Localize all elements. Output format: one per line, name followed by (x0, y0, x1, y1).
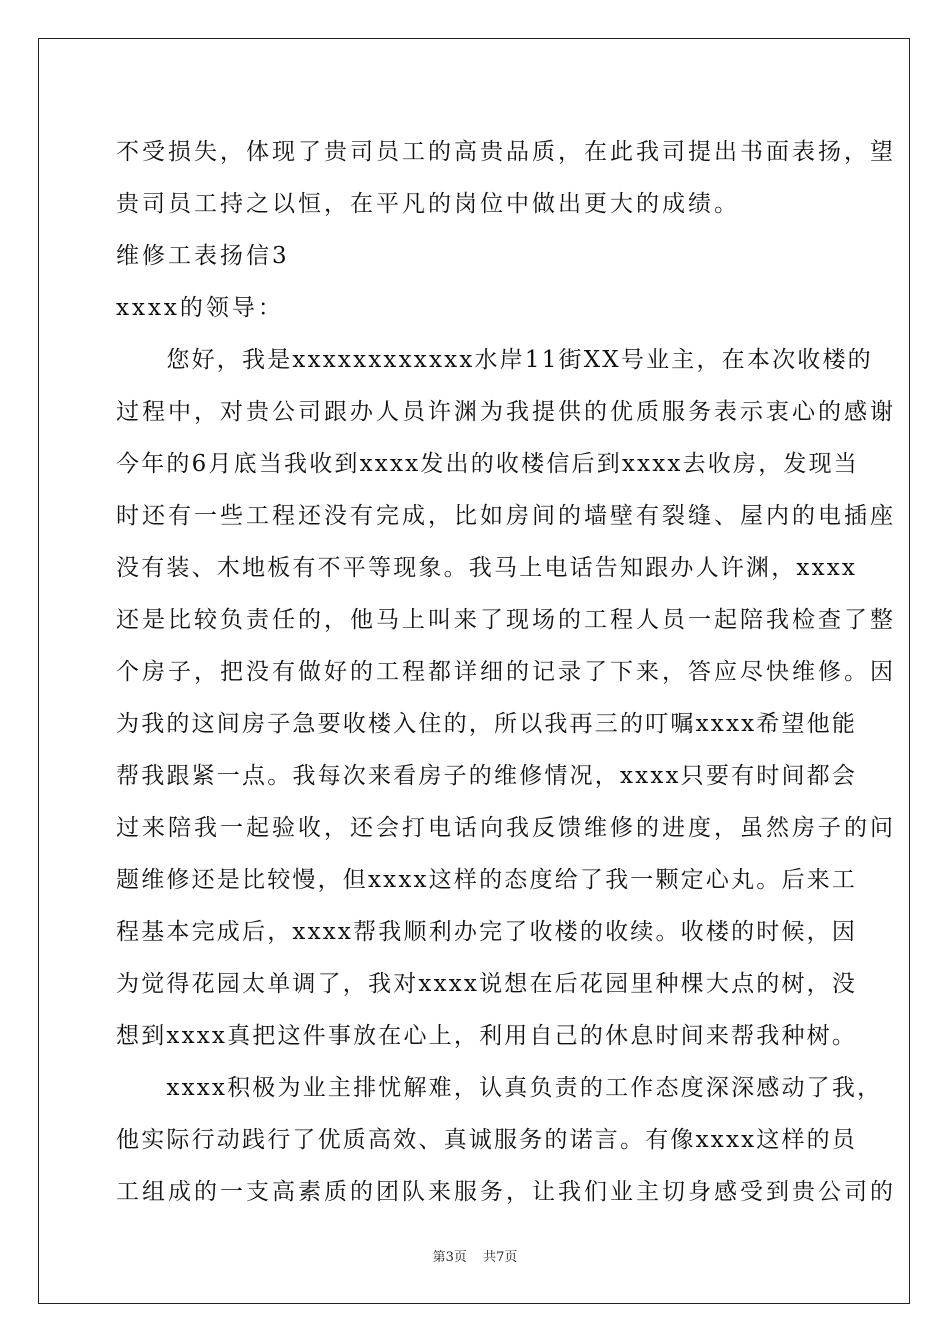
text-line: 还是比较负责任的，他马上叫来了现场的工程人员一起陪我检查了整 (116, 607, 896, 633)
text-line: 工组成的一支高素质的团队来服务，让我们业主切身感受到贵公司的 (116, 1179, 896, 1205)
salutation: xxxx的领导： (116, 295, 284, 321)
text-line: 贵司员工持之以恒，在平凡的岗位中做出更大的成绩。 (116, 191, 740, 217)
text-line: 题维修还是比较慢，但xxxx这样的态度给了我一颗定心丸。后来工 (116, 867, 858, 893)
text-line: 为觉得花园太单调了，我对xxxx说想在后花园里种棵大点的树，没 (116, 971, 858, 997)
text-line: xxxx积极为业主排忧解难，认真负责的工作态度深深感动了我， (116, 1075, 883, 1101)
text-line: 他实际行动践行了优质高效、真诚服务的诺言。有像xxxx这样的员 (116, 1127, 858, 1153)
text-line: 今年的6月底当我收到xxxx发出的收楼信后到xxxx去收房，发现当 (116, 451, 860, 477)
page-number: 第3页 (432, 1250, 467, 1265)
page-footer (0, 1246, 950, 1265)
document-body (116, 126, 896, 1218)
text-line: 时还有一些工程还没有完成，比如房间的墙壁有裂缝、屋内的电插座 (116, 503, 896, 529)
text-line: 没有装、木地板有不平等现象。我马上电话告知跟办人许渊，xxxx (116, 555, 858, 581)
text-line: 过程中，对贵公司跟办人员许渊为我提供的优质服务表示衷心的感谢 (116, 399, 896, 425)
text-line: 为我的这间房子急要收楼入住的，所以我再三的叮嘱xxxx希望他能 (116, 711, 858, 737)
text-line: 个房子，把没有做好的工程都详细的记录了下来，答应尽快维修。因 (116, 659, 896, 685)
text-line: 不受损失，体现了贵司员工的高贵品质，在此我司提出书面表扬，望 (116, 139, 896, 165)
text-line: 想到xxxx真把这件事放在心上，利用自己的休息时间来帮我种树。 (116, 1023, 858, 1049)
page-total: 共7页 (483, 1250, 518, 1265)
text-line: 您好，我是xxxxxxxxxxxx水岸11街XX号业主，在本次收楼的 (116, 347, 873, 373)
text-line: 程基本完成后，xxxx帮我顺利办完了收楼的收续。收楼的时候，因 (116, 919, 858, 945)
section-heading: 维修工表扬信3 (116, 243, 290, 269)
text-line: 帮我跟紧一点。我每次来看房子的维修情况，xxxx只要有时间都会 (116, 763, 858, 789)
text-line: 过来陪我一起验收，还会打电话向我反馈维修的进度，虽然房子的问 (116, 815, 896, 841)
